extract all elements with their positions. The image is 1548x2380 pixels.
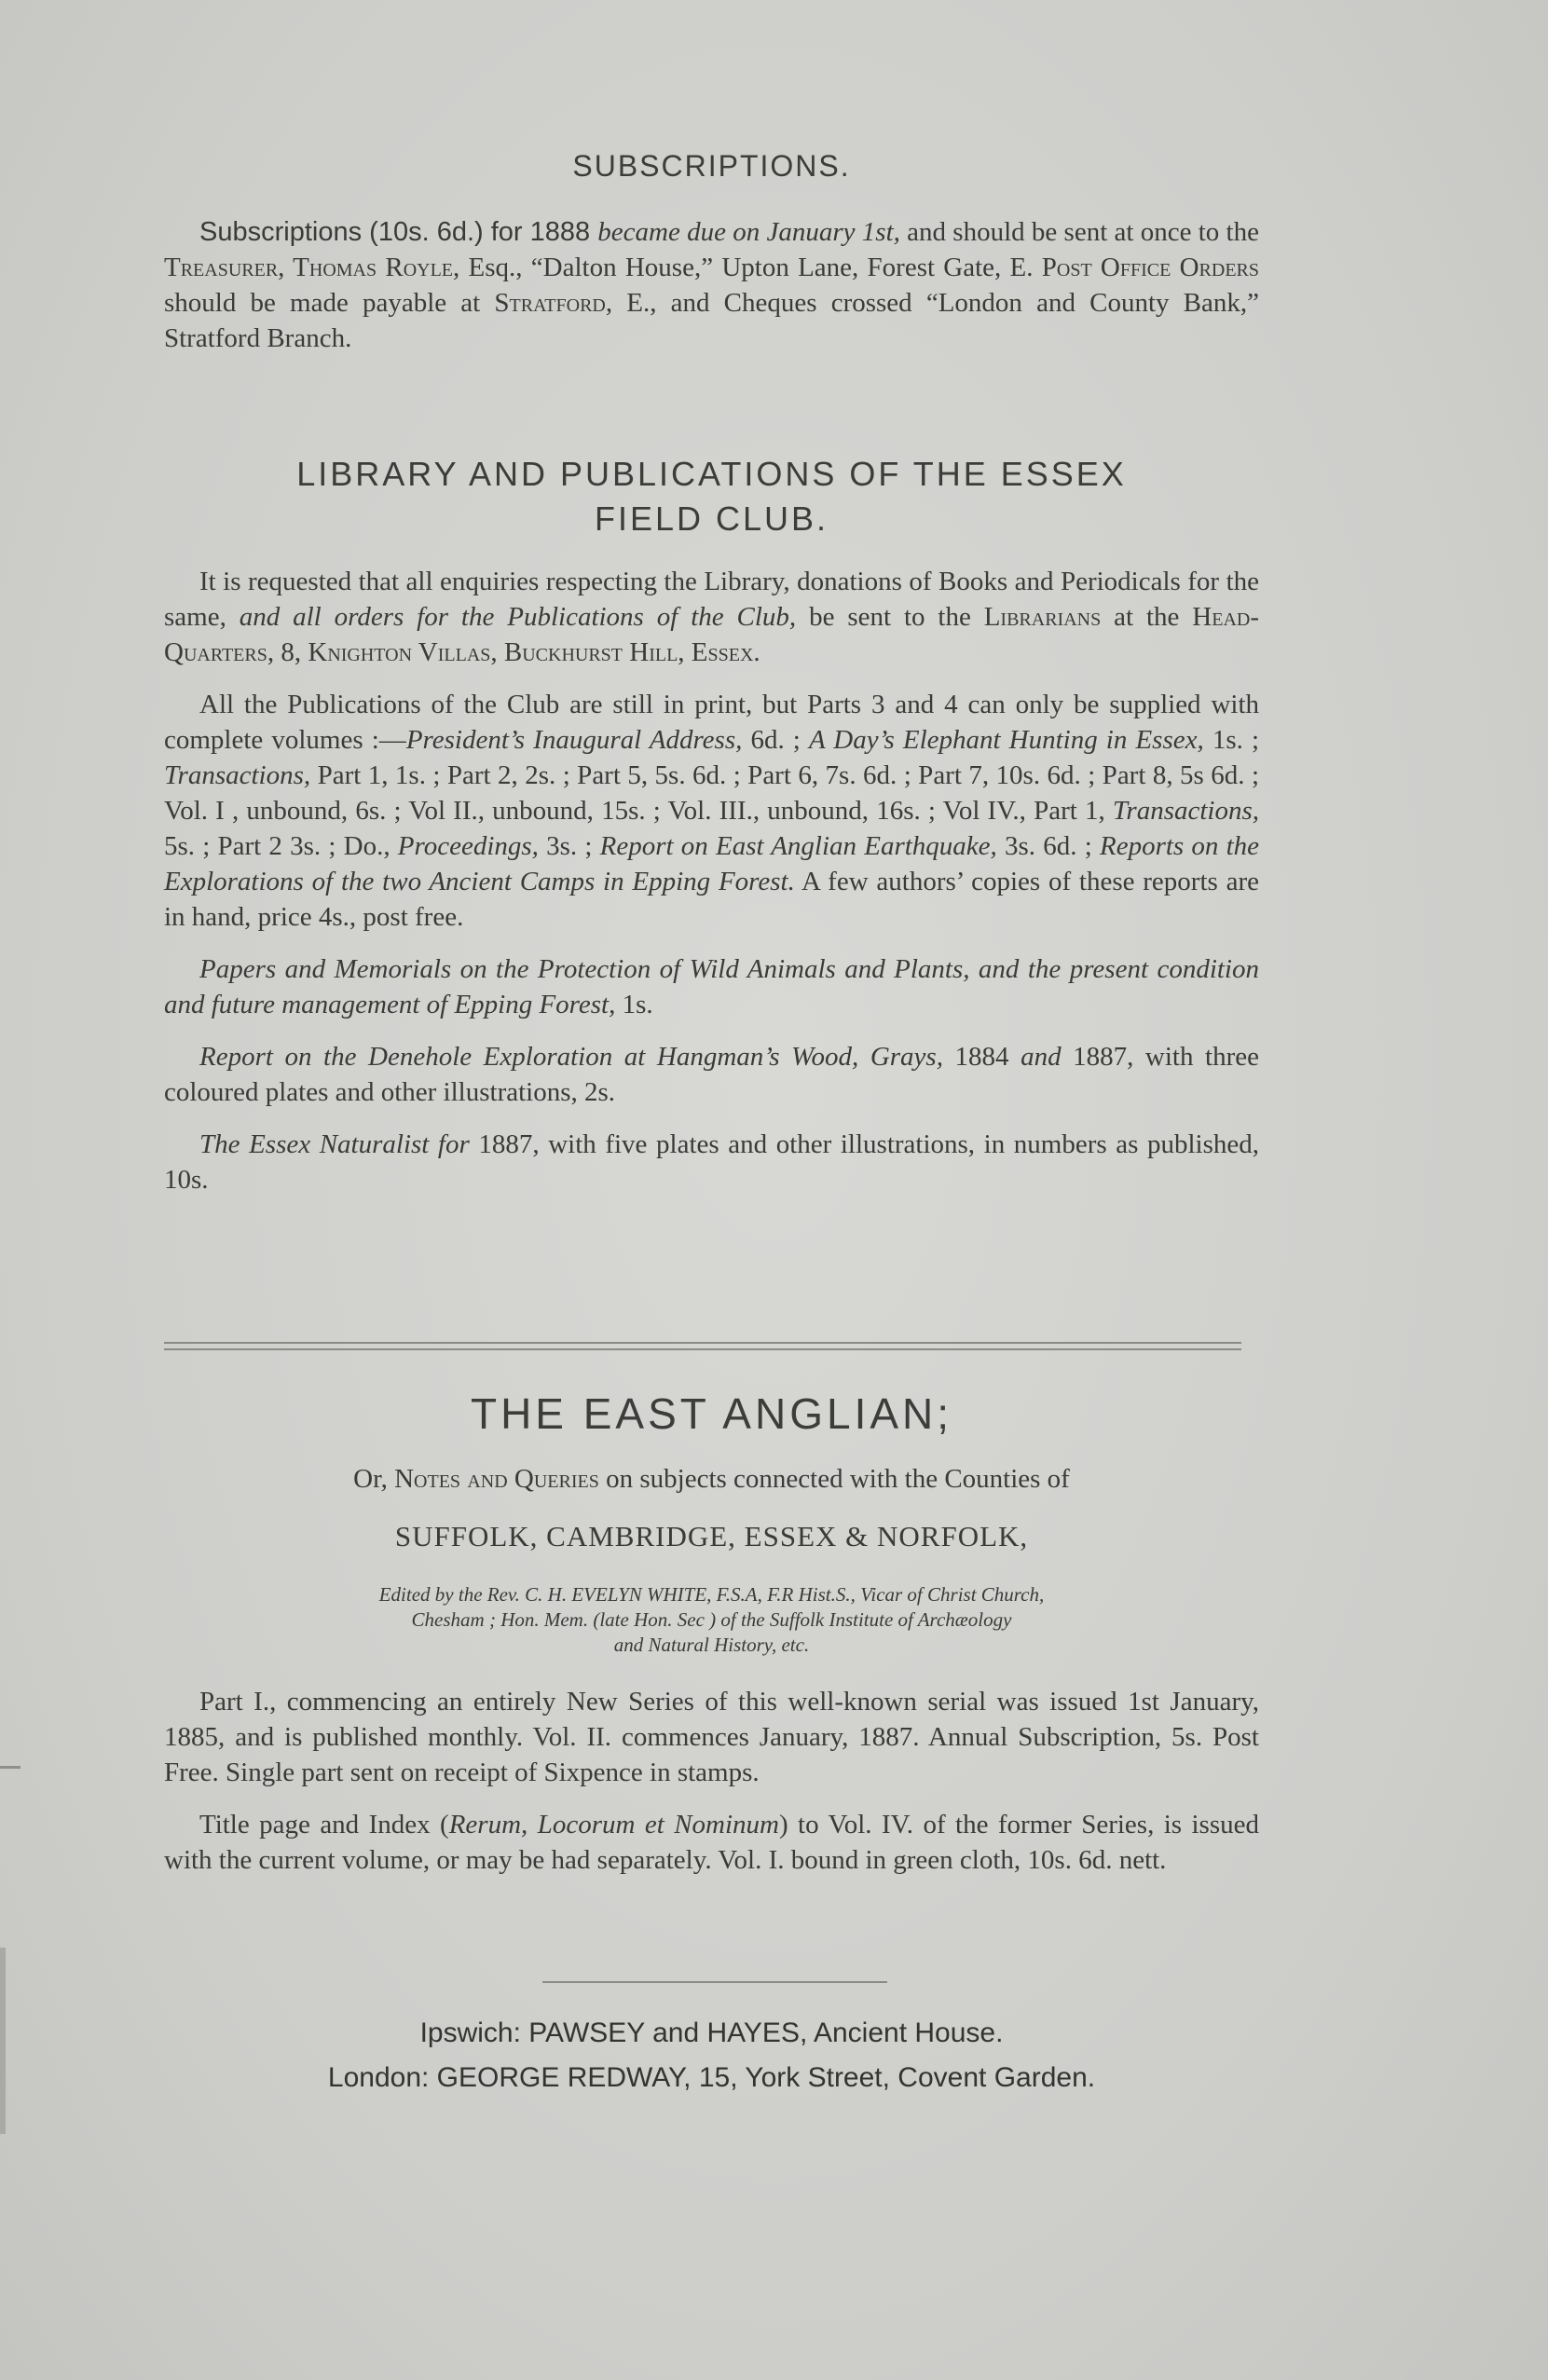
scan-edge-shadow <box>0 1948 6 2134</box>
library-paragraph-papers: Papers and Memorials on the Protection of Wild Animals and Plants, and the present condition and future management of Epping Forest, 1s. <box>164 954 1259 1019</box>
scan-mark <box>0 1766 21 1769</box>
library-paragraph-publications: All the Publications of the Club are still in print, but Parts 3 and 4 can only be supplied with complete volumes :—President’s Inaugural Address, 6d. ; A Day’s Elephant Hunting in Essex, 1s. ; Transactions, Part 1, 1s. ; Part 2, 2s. ; Part 5, 5s. 6d. ; Part 6, 7s. 6d. ; Part 7, 10s. 6d. ; Part 8, 5s 6d. ; Vol. I , unbound, 6s. ; Vol II., unbound, 15s. ; Vol. III., unbound, 16s. ; Vol IV., Part 1, Transactions, 5s. ; Part 2 3s. ; Do., Proceedings, 3s. ; Report on East Anglian Earthquake, 3s. 6d. ; Reports on the Explorations of the two Ancient Camps in Epping Forest. A few authors’ copies of these reports are in hand, price 4s., post free. <box>164 690 1260 932</box>
library-paragraph-enquiries: It is requested that all enquiries respecting the Library, donations of Books and Periodicals for the same, and all orders for the Publications of the Club, be sent to the Librarians at the Head-Quarters, 8, Knighton Villas, Buckhurst Hill, Essex. <box>164 567 1259 667</box>
editor-line-2: Chesham ; Hon. Mem. (late Hon. Sec ) of the Suffolk Institute of Archæology <box>411 1608 1012 1631</box>
subscriptions-section <box>164 214 1259 356</box>
east-anglian-heading: THE EAST ANGLIAN; <box>470 1389 953 1438</box>
east-anglian-editor <box>164 1582 1259 1658</box>
editor-line-1: Edited by the Rev. C. H. EVELYN WHITE, F.S.A, F.R Hist.S., Vicar of Christ Church, <box>378 1583 1045 1606</box>
east-anglian-section <box>164 1461 1259 1878</box>
library-paragraph-naturalist: The Essex Naturalist for 1887, with five plates and other illustrations, in numbers as published, 10s. <box>164 1129 1260 1195</box>
east-anglian-paragraph-series: Part I., commencing an entirely New Series of this well-known serial was issued 1st January, 1885, and is published monthly. Vol. II. commences January, 1887. Annual Subscription, 5s. Post Free. Single part sent on receipt of Sixpence in stamps. <box>164 1687 1259 1787</box>
editor-line-3: and Natural History, etc. <box>613 1634 810 1656</box>
library-heading-line2: FIELD CLUB. <box>594 499 829 538</box>
section-divider <box>164 1342 1241 1350</box>
subscriptions-heading: SUBSCRIPTIONS. <box>572 149 851 183</box>
east-anglian-subtitle: Or, Notes and Queries on subjects connected with the Counties of <box>353 1464 1070 1494</box>
east-anglian-paragraph-index: Title page and Index (Rerum, Locorum et Nominum) to Vol. IV. of the former Series, is issued with the current volume, or may be had separately. Vol. I. bound in green cloth, 10s. 6d. nett. <box>164 1810 1260 1875</box>
library-heading <box>164 452 1259 541</box>
imprint-divider <box>542 1981 887 1983</box>
library-section <box>164 564 1259 1197</box>
east-anglian-counties: SUFFOLK, CAMBRIDGE, ESSEX & NORFOLK, <box>394 1520 1029 1552</box>
library-paragraph-denehole: Report on the Denehole Exploration at Hangman’s Wood, Grays, 1884 and 1887, with three coloured plates and other illustrations, 2s. <box>164 1042 1260 1107</box>
subscriptions-paragraph: Subscriptions (10s. 6d.) for 1888 became due on January 1st, and should be sent at once to the Treasurer, Thomas Royle, Esq., “Dalton House,” Upton Lane, Forest Gate, E. Post Office Orders should be made payable at Stratford, E., and Cheques crossed “London and County Bank,” Stratford Branch. <box>164 217 1259 353</box>
imprint-london: London: GEORGE REDWAY, 15, York Street, Covent Garden. <box>327 2062 1096 2093</box>
library-heading-line1: LIBRARY AND PUBLICATIONS OF THE ESSEX <box>296 455 1127 493</box>
imprint-ipswich: Ipswich: PAWSEY and HAYES, Ancient House. <box>419 2018 1004 2048</box>
